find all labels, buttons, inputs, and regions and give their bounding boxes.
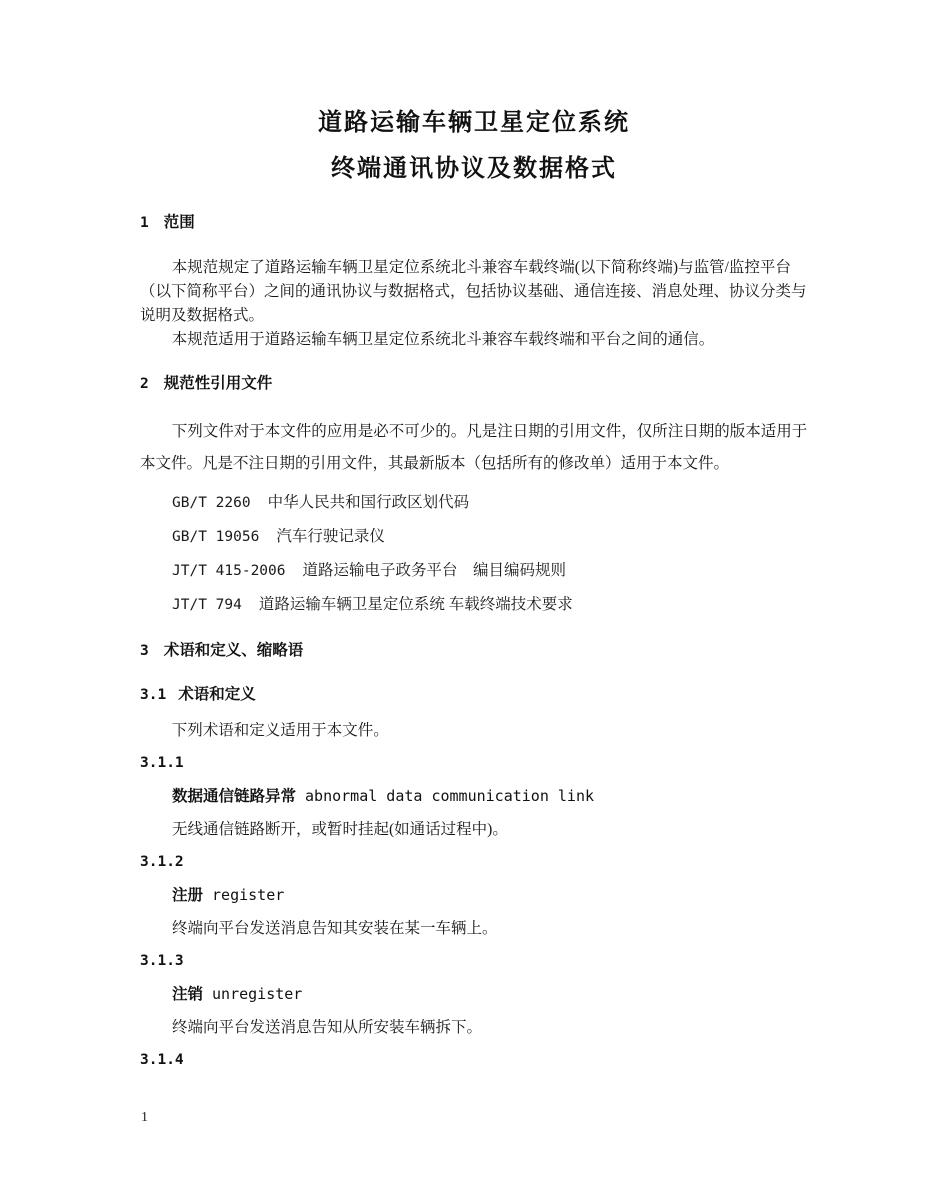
section-3-heading: [140, 642, 808, 660]
term-title: [140, 780, 808, 813]
section-2-heading-text: 规范性引用文件: [163, 375, 273, 392]
term-chinese: 注册: [172, 887, 204, 904]
reference-code: JT/T 415-2006: [172, 563, 286, 579]
section-2-number: 2: [140, 376, 149, 392]
reference-item: [140, 588, 808, 622]
term-number: 3.1.1: [140, 755, 184, 771]
section-1-paragraph-1: 本规范规定了道路运输车辆卫星定位系统北斗兼容车载终端(以下简称终端)与监管/监控平台（以下简称平台）之间的通讯协议与数据格式，包括协议基础、通信连接、消息处理、协议分类与说明及数据格式。: [140, 259, 807, 324]
term-english: unregister: [212, 985, 303, 1003]
term-chinese: 数据通信链路异常: [172, 788, 297, 805]
section-3-1-number: 3.1: [140, 687, 167, 703]
term-number: 3.1.2: [140, 854, 184, 870]
section-3-1-heading-text: 术语和定义: [178, 686, 256, 703]
term-english: register: [212, 886, 285, 904]
reference-title: 道路运输电子政务平台 编目编码规则: [302, 562, 567, 579]
term-number: 3.1.3: [140, 953, 184, 969]
reference-item: [140, 520, 808, 554]
page-number: 1: [141, 1110, 148, 1125]
reference-title: 中华人民共和国行政区划代码: [267, 494, 470, 511]
reference-item: [140, 554, 808, 588]
section-1-paragraph-2: 本规范适用于道路运输车辆卫星定位系统北斗兼容车载终端和平台之间的通信。: [171, 331, 715, 348]
term-number: 3.1.4: [140, 1052, 184, 1068]
reference-code: JT/T 794: [172, 597, 242, 613]
reference-title: 汽车行驶记录仪: [276, 528, 385, 545]
term-english: abnormal data communication link: [305, 787, 594, 805]
term-definition: 终端向平台发送消息告知其安装在某一车辆上。: [172, 920, 498, 937]
term-title: [140, 879, 808, 912]
normative-references-list: [140, 486, 808, 622]
section-3-number: 3: [140, 643, 149, 659]
term-title: [140, 978, 808, 1011]
term-chinese: 注销: [172, 986, 204, 1003]
section-2-paragraph: 下列文件对于本文件的应用是必不可少的。凡是注日期的引用文件，仅所注日期的版本适用于本文件。凡是不注日期的引用文件，其最新版本（包括所有的修改单）适用于本文件。: [140, 423, 808, 472]
reference-item: [140, 486, 808, 520]
terms-intro: 下列术语和定义适用于本文件。: [171, 722, 389, 739]
section-3-1-heading: [140, 686, 808, 704]
reference-title: 道路运输车辆卫星定位系统 车载终端技术要求: [258, 596, 573, 613]
document-title-line1: 道路运输车辆卫星定位系统: [318, 109, 630, 136]
section-1-number: 1: [140, 215, 149, 231]
section-1-heading: [140, 214, 808, 232]
reference-code: GB/T 19056: [172, 529, 260, 545]
section-3-heading-text: 术语和定义、缩略语: [163, 642, 304, 659]
reference-code: GB/T 2260: [172, 495, 251, 511]
section-2-heading: [140, 375, 808, 393]
term-definition: 无线通信链路断开，或暂时挂起(如通话过程中)。: [172, 821, 508, 838]
terms-and-definitions: [140, 714, 808, 1077]
section-1-heading-text: 范围: [163, 214, 195, 231]
document-title-line2: 终端通讯协议及数据格式: [331, 155, 617, 182]
term-definition: 终端向平台发送消息告知从所安装车辆拆下。: [172, 1019, 483, 1036]
